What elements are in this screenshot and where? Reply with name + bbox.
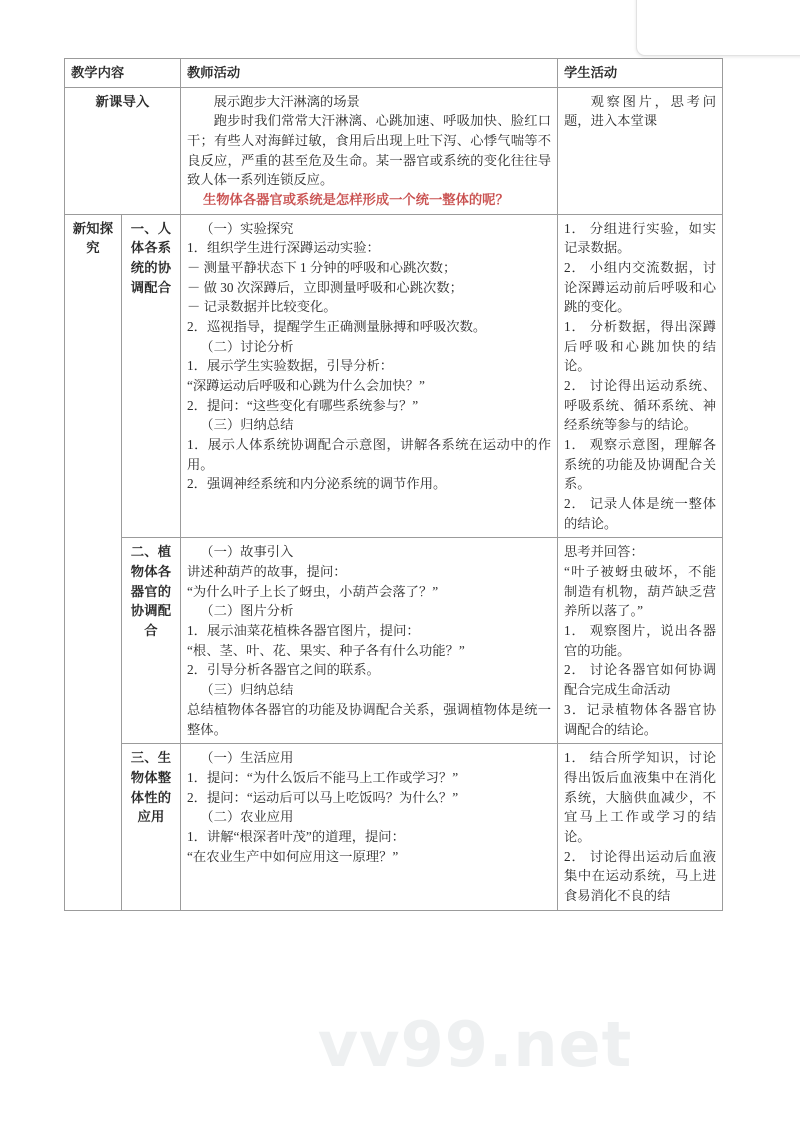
t1-l3: － 测量平静状态下 1 分钟的呼吸和心跳次数；: [187, 260, 457, 276]
t2-l6: “根、茎、叶、花、果实、种子各有什么功能？”: [187, 642, 465, 658]
intro-line-2: 跑步时我们常常大汗淋漓、心跳加速、呼吸加快、脸红口干；有些人对海鲜过敏，食用后出现上吐下泻、心悸气喘等不良反应，严重的甚至危及生命。某一器官或系统的变化往往导致人体一系列连锁反应。: [187, 113, 551, 188]
lesson-plan-table: [64, 58, 723, 911]
teacher-activity-section-1: [181, 214, 558, 538]
t3-l3: 2．提问：“运动后可以马上吃饭吗？为什么？”: [187, 789, 459, 805]
t2-l1: （一）故事引入: [200, 544, 294, 560]
site-watermark: vv99.net: [317, 1008, 633, 1081]
s2-l2: “叶子被蚜虫破坏，不能制造有机物，葫芦缺乏营养所以落了。”: [564, 564, 716, 619]
table-row-section-2: [65, 538, 723, 744]
section-label-plant-organs: 二、植物体各器官的协调配合: [122, 538, 181, 744]
table-row-section-1: [65, 214, 723, 538]
s3-l1: 1． 结合所学知识，讨论得出饭后血液集中在消化系统，大脑供血减少，不宜马上工作或学习的结论。: [564, 750, 716, 844]
teacher-activity-section-2: [181, 538, 558, 744]
section-label-human-systems: 一、人体各系统的协调配合: [122, 214, 181, 538]
student-activity-section-2: [558, 538, 723, 744]
s1-l5: 1． 观察示意图，理解各系统的功能及协调配合关系。: [564, 437, 716, 492]
t3-l4: （二）农业应用: [200, 809, 294, 825]
section-label-organism-application: 三、生物体整体性的应用: [122, 744, 181, 910]
t2-l4: （二）图片分析: [200, 603, 294, 619]
column-header-teacher: 教师活动: [181, 59, 558, 88]
s2-l4: 2． 讨论各器官如何协调配合完成生命活动: [564, 662, 716, 698]
t3-l2: 1．提问：“为什么饭后不能马上工作或学习？”: [187, 769, 459, 785]
t1-l11: （三）归纳总结: [200, 417, 294, 433]
t3-l5: 1．讲解“根深者叶茂”的道理，提问：: [187, 828, 405, 844]
s1-l1: 1． 分组进行实验，如实记录数据。: [564, 220, 716, 256]
t3-l1: （一）生活应用: [200, 750, 294, 766]
s2-l5: 3．记录植物体各器官协调配合的结论。: [564, 701, 716, 737]
t1-l4: － 做 30 次深蹲后，立即测量呼吸和心跳次数；: [187, 279, 463, 295]
column-header-stage: 教学内容: [65, 59, 181, 88]
corner-overlay-panel: [636, 0, 800, 56]
t2-l9: 总结植物体各器官的功能及协调配合关系，强调植物体是统一整体。: [187, 701, 551, 737]
s2-l3: 1． 观察图片，说出各器官的功能。: [564, 623, 716, 658]
stage-label-intro: 新课导入: [65, 87, 181, 214]
t1-l12: 1．展示人体系统协调配合示意图，讲解各系统在运动中的作用。: [187, 437, 551, 472]
s1-l4: 2． 讨论得出运动系统、呼吸系统、循环系统、神经系统等参与的结论。: [564, 378, 716, 433]
s1-l6: 2． 记录人体是统一整体的结论。: [564, 496, 716, 531]
t1-l7: （二）讨论分析: [200, 338, 294, 354]
t1-l6: 2．巡视指导，提醒学生正确测量脉搏和呼吸次数。: [187, 319, 487, 335]
t1-l10: 2．提问：“这些变化有哪些系统参与？”: [187, 397, 419, 413]
t1-l8: 1．展示学生实验数据，引导分析：: [187, 358, 394, 374]
s1-l2: 2． 小组内交流数据，讨论深蹲运动前后呼吸和心跳的变化。: [564, 260, 716, 315]
stage-label-new-knowledge: 新知探究: [65, 214, 122, 910]
intro-line-1: 展示跑步大汗淋漓的场景: [213, 93, 360, 109]
student-intro-line-1: 观察图片，思考问题，进入本堂课: [564, 93, 716, 129]
student-activity-section-3: [558, 744, 723, 910]
student-activity-intro: [558, 87, 723, 214]
column-header-student: 学生活动: [558, 59, 723, 88]
table-row-intro: [65, 87, 723, 214]
t2-l8: （三）归纳总结: [200, 682, 294, 698]
t2-l3: “为什么叶子上长了蚜虫，小葫芦会落了？”: [187, 583, 439, 599]
teacher-activity-intro: [181, 87, 558, 214]
s2-l1: 思考并回答：: [564, 544, 644, 560]
t1-l9: “深蹲运动后呼吸和心跳为什么会加快？”: [187, 378, 425, 394]
t1-l5: － 记录数据并比较变化。: [187, 299, 337, 315]
student-activity-section-1: [558, 214, 723, 538]
teacher-activity-section-3: [181, 744, 558, 910]
s1-l3: 1． 分析数据，得出深蹲后呼吸和心跳加快的结论。: [564, 319, 716, 374]
t1-l1: （一）实验探究: [200, 220, 294, 236]
t3-l6: “在农业生产中如何应用这一原理？”: [187, 848, 399, 864]
intro-highlight-question: 生物体各器官或系统是怎样形成一个统一整体的呢？: [202, 192, 509, 208]
t2-l7: 2．引导分析各器官之间的联系。: [187, 662, 380, 678]
table-header-row: [65, 59, 723, 88]
t1-l13: 2．强调神经系统和内分泌系统的调节作用。: [187, 476, 447, 492]
t2-l5: 1．展示油菜花植株各器官图片，提问：: [187, 623, 420, 639]
t2-l2: 讲述种葫芦的故事，提问：: [187, 564, 347, 580]
s3-l2: 2． 讨论得出运动后血液集中在运动系统，马上进食易消化不良的结: [564, 848, 716, 903]
table-row-section-3: [65, 744, 723, 910]
t1-l2: 1．组织学生进行深蹲运动实验：: [187, 240, 380, 256]
